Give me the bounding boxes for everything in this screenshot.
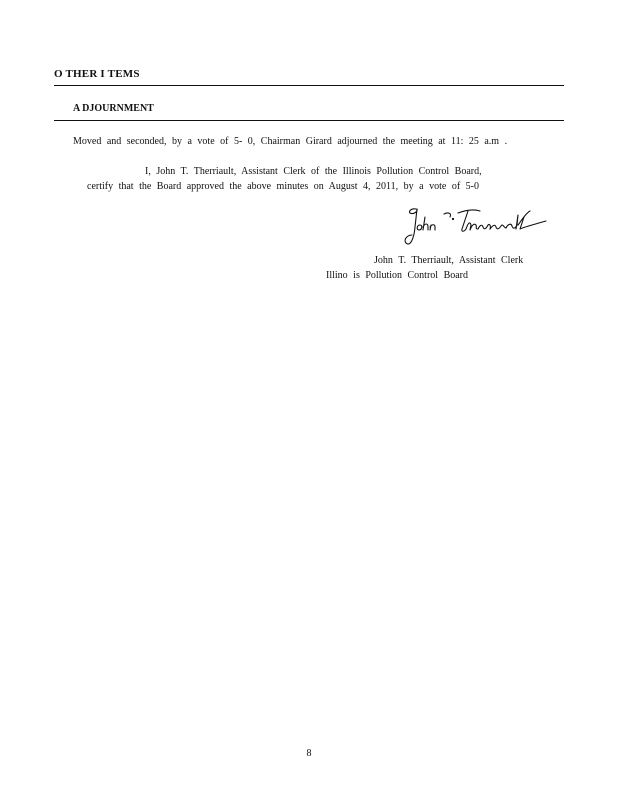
- signer-name-title: John T. Therriault, Assistant Clerk: [374, 255, 524, 266]
- section-heading-other-items: O THER I TEMS: [54, 68, 140, 80]
- certification-line-1: I, John T. Therriault, Assistant Clerk of the Illinois Pollution Control Board,: [145, 166, 482, 177]
- subsection-heading-adjournment: A DJOURNMENT: [73, 103, 154, 114]
- signer-organization: Illino is Pollution Control Board: [326, 270, 469, 281]
- handwritten-signature: [400, 205, 550, 251]
- subsection-divider: [54, 120, 564, 121]
- section-divider: [54, 85, 564, 86]
- page-number: 8: [306, 748, 312, 759]
- adjournment-motion-text: Moved and seconded, by a vote of 5- 0, Chairman Girard adjourned the meeting at 11: 25 a.m .: [73, 136, 508, 147]
- certification-line-2: certify that the Board approved the above minutes on August 4, 2011, by a vote of 5-0: [87, 181, 479, 192]
